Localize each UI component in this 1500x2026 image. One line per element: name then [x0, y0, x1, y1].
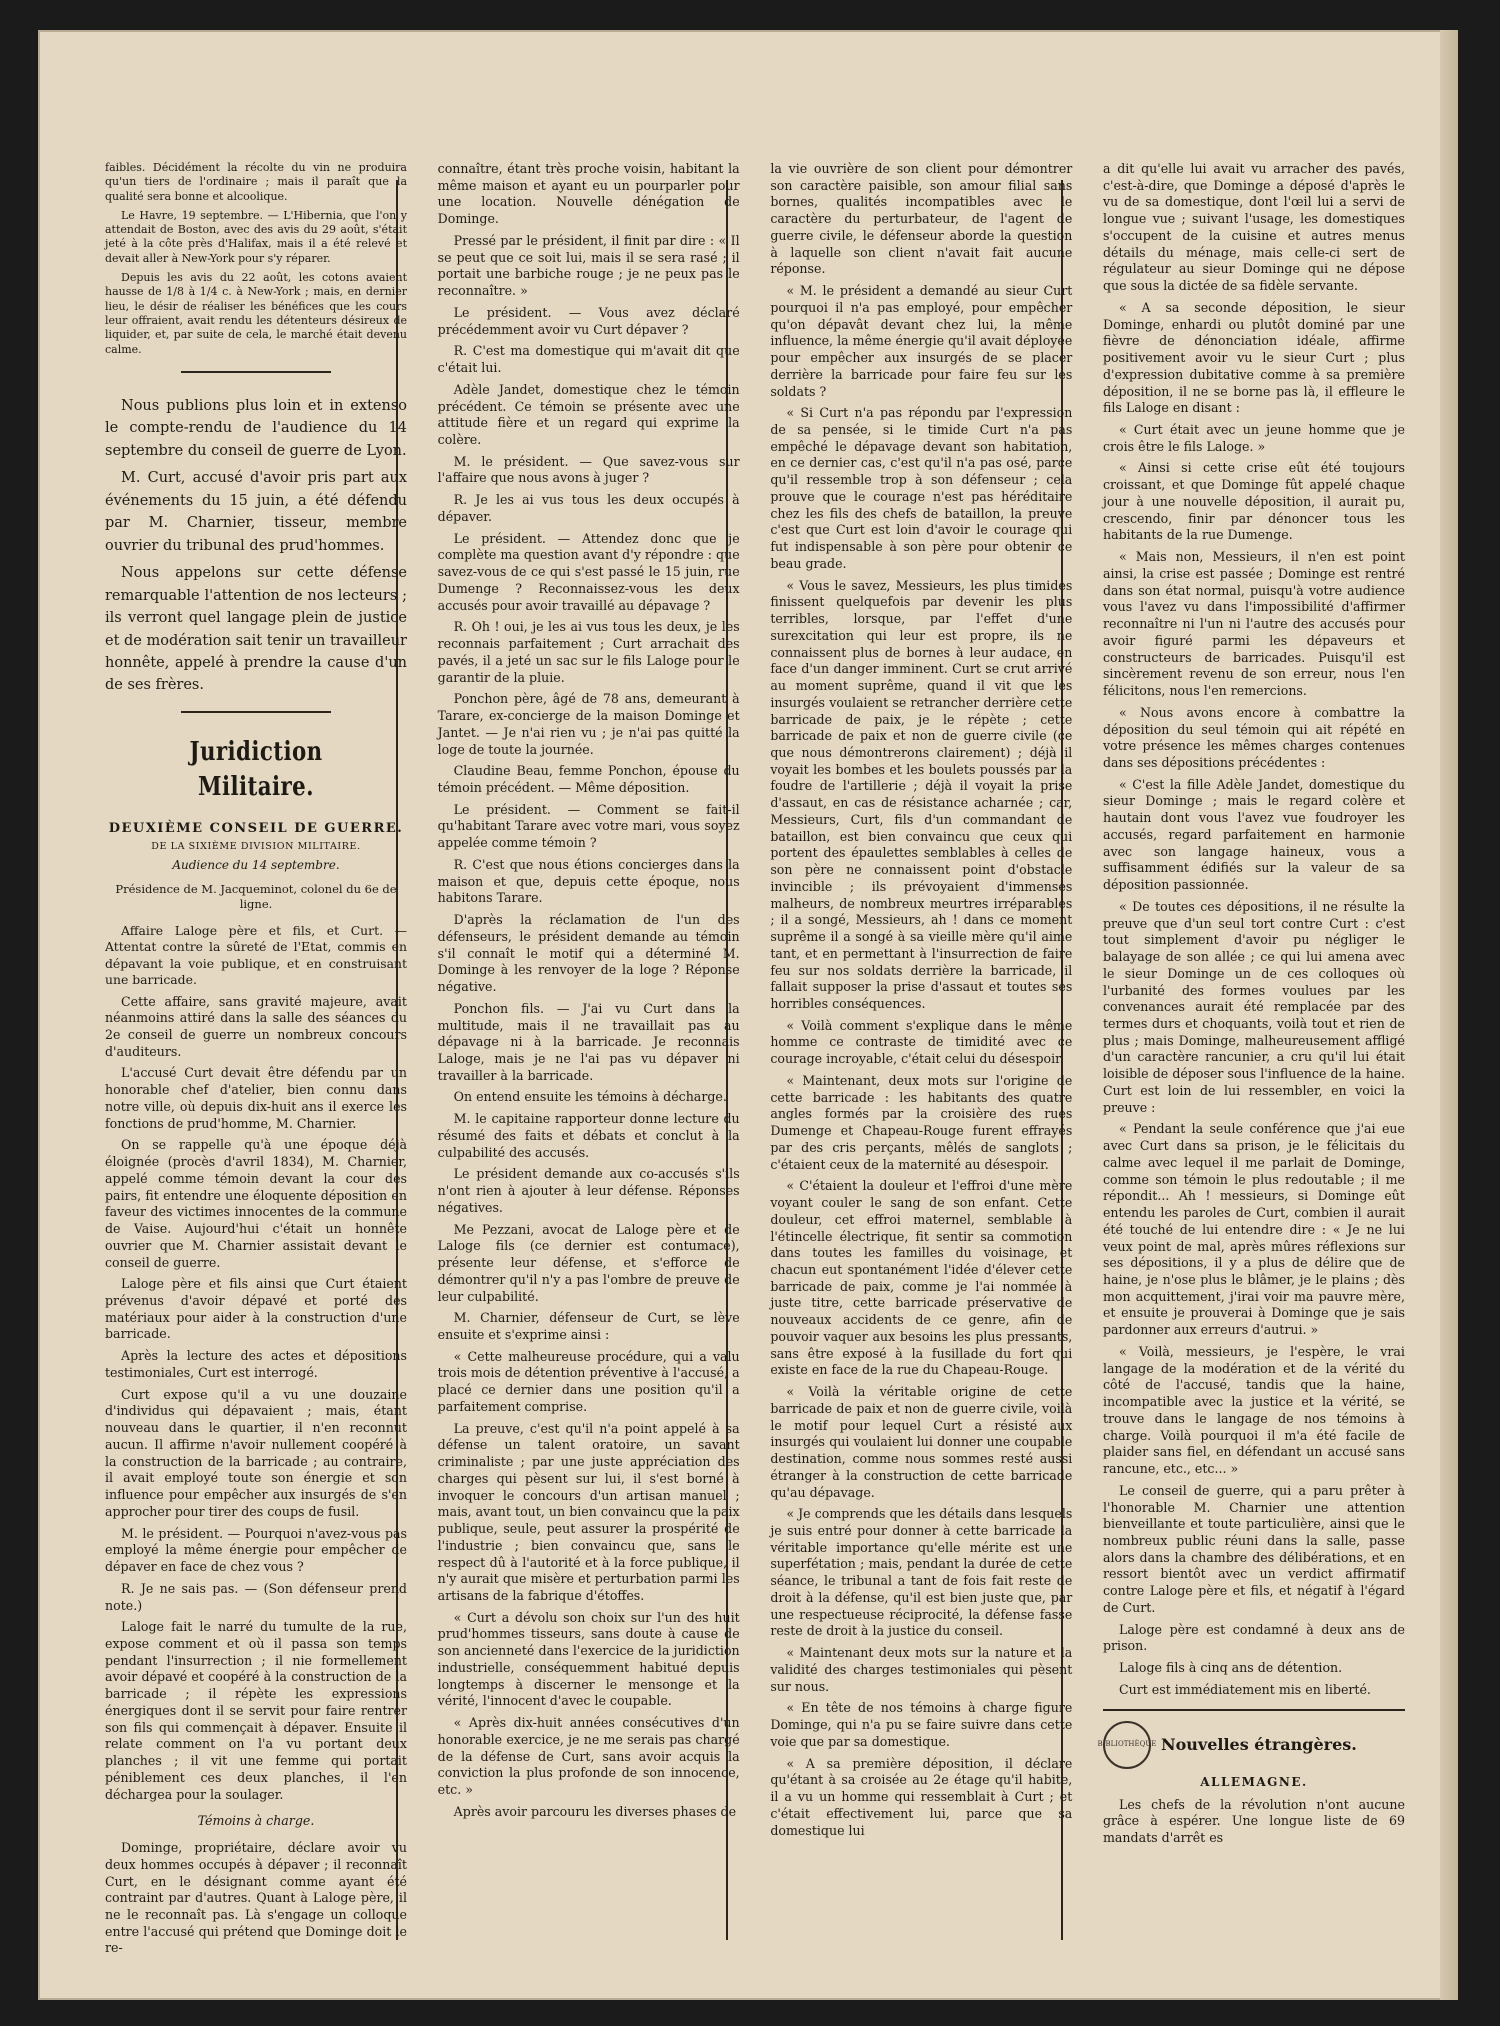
report-paragraph: Curt est immédiatement mis en liberté.: [1118, 1681, 1371, 1697]
report-paragraph: Me Pezzani, avocat de Laloge père et de Laloge fils (ce dernier est contumace), présente leur défense, et s'efforce de démontrer qu'il n'y a pas l'ombre de preuve de leur culpabilité.: [437, 1221, 740, 1304]
report-paragraph: M. Charnier, défenseur de Curt, se lève ensuite et s'exprime ainsi :: [437, 1310, 740, 1342]
market-paragraph: faibles. Décidément la récolte du vin ne produira qu'un tiers de l'ordinaire ; mais il paraît que la qualité sera bonne et alcoolique.: [105, 161, 407, 203]
column-2: [438, 161, 740, 1901]
report-paragraph: « Pendant la seule conférence que j'ai eue avec Curt dans sa prison, je le félicitais du calme avec lequel il me parlait de Dominge, comme son témoin le plus redoutable ; il me répondit... Ah ! messieurs, si Dominge eût entendu les paroles de Curt, combien il aurait été touché de lui entendre dire : « Je ne lui veux point de mal, après mûres réflexions sur ses dépositions, il y a plus de délire que de haine, je n'ose plus le blâmer, je le plains ; dès mon acquittement, j'irai voir ma pauvre mère, et ensuite je prouverai à Dominge que je sais pardonner aux erreurs d'autrui. »: [1102, 1121, 1405, 1338]
report-paragraph: « Nous avons encore à combattre la déposition du seul témoin qui ait répété en votre présence les mêmes charges contenues dans ses dépositions précédentes :: [1102, 704, 1405, 770]
report-paragraph: Le président. — Attendez donc que je complète ma question avant d'y répondre : que savez-vous de ce qui s'est passé le 15 juin, rue Dumenge ? Reconnaissez-vous les deux accusés pour avoir travaillé au dépavage ?: [437, 530, 740, 613]
witnesses-heading: Témoins à charge.: [197, 1813, 315, 1829]
report-paragraph: Pressé par le président, il finit par dire : « Il se peut que ce soit lui, mais il se sera rasé ; il portait une barbiche rouge ; je ne peux pas le reconnaître. »: [437, 232, 740, 299]
report-paragraph: « Ainsi si cette crise eût été toujours croissant, et que Dominge fût appelé chaque jour à une nouvelle déposition, il aurait pu, crescendo, finir par dénoncer tous les habitants de la rue Dumenge.: [1102, 460, 1405, 543]
report-paragraph: M. le président. — Que savez-vous sur l'affaire que nous avons à juger ?: [437, 453, 740, 486]
report-paragraph: « Après dix-huit années consécutives d'un honorable exercice, je ne me serais pas chargé de la défense de Curt, sans avoir acquis la conviction la plus profonde de son innocence, etc. »: [437, 1715, 740, 1798]
report-paragraph: R. Je les ai vus tous les deux occupés à dépaver.: [437, 492, 740, 524]
case-title: Affaire Laloge père et fils, et Curt. — Attentat contre la sûreté de l'Etat, commis en dépavant la voie publique, et en construisant une barricade.: [105, 922, 407, 988]
report-paragraph: Laloge fait le narré du tumulte de la rue, expose comment et où il passa son temps pendant l'insurrection ; il nie formellement avoir dépavé et coopéré à la construction de la barricade ; il répète les expressions énergiques dont il se servit pour faire rentrer son fils qui commençait à dépaver. Ensuite il relate comment on l'a vu portant deux planches ; il vit une femme qui portait péniblement ces deux planches, il l'en déchargea pour la soulager.: [105, 1619, 407, 1802]
intro-paragraph: Nous publions plus loin et in extenso le compte-rendu de l'audience du 14 septembre du conseil de guerre de Lyon.: [105, 397, 407, 459]
report-paragraph: R. C'est ma domestique qui m'avait dit que c'était lui.: [437, 343, 740, 376]
library-stamp-icon: BIBLIOTHÈQUE: [1103, 1721, 1151, 1769]
report-paragraph: « En tête de nos témoins à charge figure Dominge, qui n'a pu se faire suivre dans cette voie que par sa domestique.: [770, 1700, 1073, 1749]
report-paragraph: Laloge fils à cinq ans de détention.: [1118, 1660, 1343, 1676]
report-paragraph: Après avoir parcouru les diverses phases de: [453, 1803, 737, 1819]
columns: [105, 161, 1405, 1956]
report-paragraph: « Maintenant, deux mots sur l'origine de cette barricade : les habitants des quatre angles formés par la croisière des rues Dumenge et Chapeau-Rouge furent effrayés par des cris perçants, mêlés de sanglots ; c'étaient ceux de la maternité au désespoir.: [770, 1072, 1073, 1172]
report-paragraph: Laloge père est condamné à deux ans de prison.: [1102, 1621, 1405, 1654]
report-paragraph: R. Je ne sais pas. — (Son défenseur prend note.): [105, 1580, 407, 1613]
council-title: DEUXIÈME CONSEIL DE GUERRE.: [108, 821, 404, 837]
foreign-news-header: [1097, 1721, 1405, 1769]
report-paragraph: Après la lecture des actes et dépositions testimoniales, Curt est interrogé.: [105, 1348, 407, 1380]
report-paragraph: M. le capitaine rapporteur donne lecture du résumé des faits et débats et conclut à la culpabilité des accusés.: [437, 1111, 740, 1160]
market-paragraph: Le Havre, 19 septembre. — L'Hibernia, que l'on y attendait de Boston, avec des avis du 29 août, s'était jeté à la côte près d'Halifax, mais il a été relevé et devait aller à New-York pour s'y réparer.: [105, 208, 407, 265]
report-paragraph: connaître, étant très proche voisin, habitant la même maison et ayant eu un pourparler pour une location. Nouvelle dénégation de Dominge.: [437, 161, 740, 227]
report-paragraph: « Voilà, messieurs, je l'espère, le vrai langage de la modération et de la vérité du côté de l'accusé, tandis que la haine, incompatible avec la justice et la vérité, se trouve dans le langage de nos témoins à charge. Voilà pourquoi il m'a été facile de plaider sans fiel, en défendant un accusé sans rancune, etc., etc... »: [1102, 1343, 1405, 1477]
market-paragraph: Depuis les avis du 22 août, les cotons avaient hausse de 1/8 à 1/4 c. à New-York ; mais, en dernier lieu, le désir de réaliser les bénéfices que les cours leur offraient, avait rendu les détenteurs désireux de liquider, et, par suite de cela, le marché était devenu calme.: [105, 271, 407, 356]
report-paragraph: « M. le président a demandé au sieur Curt pourquoi il n'a pas employé, pour empêcher qu'on dépavât devant chez lui, la même influence, la même énergie qu'il avait déployée pour empêcher aux insurgés de se placer derrière la barricade pour faire feu sur les soldats ?: [770, 283, 1073, 399]
report-paragraph: « Maintenant deux mots sur la nature et la validité des charges testimoniales qui pèsent sur nous.: [770, 1645, 1073, 1694]
column-3: [770, 161, 1072, 1901]
report-paragraph: Le président. — Comment se fait-il qu'habitant Tarare avec votre mari, vous soyez appelée comme témoin ?: [437, 801, 740, 851]
report-paragraph: Cette affaire, sans gravité majeure, avait néanmoins attiré dans la salle des séances du 2e conseil de guerre un nombreux concours d'auditeurs.: [105, 993, 407, 1059]
report-paragraph: la vie ouvrière de son client pour démontrer son caractère paisible, son amour filial sans bornes, qualités incompatibles avec le caractère du perturbateur, de l'agent de guerre civile, le défenseur aborde la question à laquelle son client n'avait fait aucune réponse.: [770, 161, 1073, 277]
trial-report: [105, 994, 407, 1804]
report-paragraph: « Curt était avec un jeune homme que je crois être le fils Laloge. »: [1102, 422, 1405, 454]
report-paragraph: M. le président. — Pourquoi n'avez-vous pas employé la même énergie pour empêcher de dépaver en face de chez vous ?: [105, 1525, 407, 1575]
report-paragraph: Laloge père et fils ainsi que Curt étaient prévenus d'avoir dépavé et porté des matériaux pour aider à la construction d'une barricade.: [105, 1276, 407, 1342]
section-title: Juridiction Militaire.: [189, 736, 323, 802]
report-paragraph: « Je comprends que les détails dans lesquels je suis entré pour donner à cette barricade la véritable importance qu'elle mérite est une superfétation ; mais, pendant la durée de cette séance, le tribunal a tant de fois fait reste de droit à la défense, qu'il est bien juste que, par une respectueuse réciprocité, la défense fasse reste de droit à la justice du conseil.: [770, 1506, 1073, 1639]
report-paragraph: Claudine Beau, femme Ponchon, épouse du témoin précédent. — Même déposition.: [437, 763, 740, 795]
page-fold-edge: [1440, 30, 1458, 2000]
report-paragraph: Le président demande aux co-accusés s'ils n'ont rien à ajouter à leur défense. Réponses négatives.: [437, 1166, 740, 1215]
report-paragraph: « C'étaient la douleur et l'effroi d'une mère voyant couler le sang de son enfant. Cette douleur, cet effroi maternel, semblable à l'étincelle électrique, fit sentir sa commotion dans toutes les familles du voisinage, et chacun eut spontanément l'idée d'élever cette barricade de paix, comme je l'ai nommée à juste titre, cette barricade préservative de nouveaux accidents de ce genre, afin de pouvoir vaquer aux besoins les plus pressants, sans être exposé à la fusillade du fort qui existe en face de la rue du Chapeau-Rouge.: [770, 1178, 1073, 1378]
report-paragraph: « C'est la fille Adèle Jandet, domestique du sieur Dominge ; mais le regard colère et hautain dont vous l'avez vue foudroyer les accusés, regard parfaitement en harmonie avec son langage haineux, vous a suffisamment édifiés sur la valeur de sa déposition passionnée.: [1102, 776, 1405, 893]
report-paragraph: Ponchon père, âgé de 78 ans, demeurant à Tarare, ex-concierge de la maison Dominge et Jantet. — Je n'ai rien vu ; je n'ai pas quitté la loge de toute la journée.: [437, 691, 740, 757]
section-divider: [181, 711, 331, 713]
report-paragraph: On entend ensuite les témoins à décharge.: [453, 1089, 727, 1105]
report-paragraph: Dominge, propriétaire, déclare avoir vu deux hommes occupés à dépaver ; il reconnaît Curt, en le désignant comme ayant été contraint par d'autres. Quant à Laloge père, il ne le reconnaît pas. Là s'engage un colloque entre l'accusé qui prétend que Dominge doit le re-: [105, 1840, 407, 1956]
section-divider: [1103, 1709, 1405, 1711]
report-paragraph: R. C'est que nous étions concierges dans la maison et que, depuis cette époque, nous habitons Tarare.: [437, 856, 740, 906]
report-paragraph: « A sa première déposition, il déclare qu'étant à sa croisée au 2e étage qu'il habite, il a vu un homme qui ressemblait à Curt ; et c'était effectivement lui, parce que sa domestique lui: [770, 1755, 1073, 1838]
report-paragraph: « De toutes ces dépositions, il ne résulte la preuve que d'un seul tort contre Curt : c'est tout simplement d'avoir pu négliger le balayage de son allée ; ce qui lui amena avec le sieur Dominge un de ces colloques où l'urbanité des formes voulues par les convenances aurait été remplacée par des termes durs et choquants, voilà tout et rien de plus ; mais Dominge, malheureusement affligé d'un caractère rancunier, a cru qu'il lui était loisible de déposer sous l'influence de la haine. Curt est loin de lui ressembler, en voici la preuve :: [1102, 898, 1405, 1115]
editorial-intro: [105, 395, 407, 697]
report-paragraph: « Si Curt n'a pas répondu par l'expression de sa pensée, si le timide Curt n'a pas empêché le dépavage devant son habitation, en ce dernier cas, c'est qu'il n'a pas osé, parce qu'il ressemble trop à son défenseur ; cela prouve que le courage n'est pas héréditaire chez les fils des chefs de bataillon, la preuve c'est que Curt est loin d'avoir le courage qui fut indispensable à son père pour obtenir ce beau grade.: [770, 405, 1073, 571]
intro-paragraph: Nous appelons sur cette défense remarquable l'attention de nos lecteurs ; ils verront quel langage plein de justice et de modération sait tenir un travailleur honnête, appelé à prendre la cause d'un de ses frères.: [105, 565, 407, 694]
division-title: DE LA SIXIÈME DIVISION MILITAIRE.: [151, 841, 361, 853]
country-heading: ALLEMAGNE.: [1200, 1774, 1308, 1789]
report-paragraph: « Voilà la véritable origine de cette barricade de paix et non de guerre civile, voilà le motif pour lequel Curt a résisté aux insurgés qui voulaient lui donner une coupable destination, comme nous sommes resté aussi étranger à la construction de cette barricade qu'au dépavage.: [770, 1384, 1073, 1500]
presidence-line: Présidence de M. Jacqueminot, colonel du 6e de ligne.: [115, 881, 397, 912]
section-divider: [181, 371, 331, 373]
report-paragraph: Adèle Jandet, domestique chez le témoin précédent. Ce témoin se présente avec une attitude fière et un regard qui exprime la colère.: [437, 381, 740, 448]
report-paragraph: R. Oh ! oui, je les ai vus tous les deux, je les reconnais parfaitement ; Curt arrachait des pavés, il a jeté un sac sur le fils Laloge pour le garantir de la pluie.: [437, 619, 740, 685]
report-paragraph: Les chefs de la révolution n'ont aucune grâce à espérer. Une longue liste de 69 mandats d'arrêt es: [1102, 1796, 1405, 1846]
report-paragraph: On se rappelle qu'à une époque déjà éloignée (procès d'avril 1834), M. Charnier, appelé comme témoin devant la cour des pairs, fit entendre une éloquente déposition en faveur des victimes innocentes de la commune de Vaise. Aujourd'hui c'était un honnête ouvrier que M. Charnier assistait devant le conseil de guerre.: [105, 1137, 407, 1270]
report-paragraph: « A sa seconde déposition, le sieur Dominge, enhardi ou plutôt dominé par une fièvre de dénonciation idéale, affirme positivement avoir vu le sieur Curt ; plus d'expression dubitative comme à sa première déposition, il ne se borne pas là, il effleure le fils Laloge en disant :: [1102, 299, 1405, 416]
market-news: [105, 161, 407, 357]
report-paragraph: Curt expose qu'il a vu une douzaine d'individus qui dépavaient ; mais, étant nouveau dans le quartier, il n'en reconnut aucun. Il affirme n'avoir nullement coopéré à la construction de la barricade ; au contraire, il avait employé toute son énergie et son influence pour empêcher aux insurgés de s'en approcher pour tirer des coups de fusil.: [105, 1386, 407, 1519]
report-paragraph: L'accusé Curt devait être défendu par un honorable chef d'atelier, bien connu dans notre ville, où depuis dix-huit ans il exerce les fonctions de prud'homme, M. Charnier.: [105, 1065, 407, 1131]
newspaper-page: [38, 30, 1458, 2000]
foreign-news-title: Nouvelles étrangères.: [1160, 1734, 1357, 1754]
report-paragraph: Le président. — Vous avez déclaré précédemment avoir vu Curt dépaver ?: [437, 304, 740, 337]
audience-date: Audience du 14 septembre.: [172, 858, 340, 873]
report-paragraph: D'après la réclamation de l'un des défenseurs, le président demande au témoin s'il connaît le motif qui a déterminé M. Dominge à les renvoyer de la loge ? Réponse négative.: [437, 912, 740, 995]
report-paragraph: « Mais non, Messieurs, il n'en est point ainsi, la crise est passée ; Dominge est rentré dans son état normal, puisqu'à votre audience vous l'avez vu dans l'impossibilité d'affirmer reconnaître ni l'un ni l'autre des accusés pour avoir figuré parmi les dépaveurs et constructeurs de barricades. Puisqu'il est sincèrement revenu de son erreur, nous l'en félicitons, nous l'en remercions.: [1102, 549, 1405, 699]
intro-paragraph: M. Curt, accusé d'avoir pris part aux événements du 15 juin, a été défendu par M. Charnier, tisseur, membre ouvrier du tribunal des prud'hommes.: [105, 470, 407, 554]
column-1: [105, 161, 407, 1956]
report-paragraph: Le conseil de guerre, qui a paru prêter à l'honorable M. Charnier une attention bienveillante et toute particulière, ainsi que le nombreux public réuni dans la salle, passe alors dans la chambre des délibérations, et en ressort bientôt avec un verdict affirmatif contre Laloge père et fils, et négatif à l'égard de Curt.: [1102, 1482, 1405, 1615]
report-paragraph: a dit qu'elle lui avait vu arracher des pavés, c'est-à-dire, que Dominge a déposé d'après le vu de sa domestique, dont l'œil lui a servi de longue vue ; suivant l'usage, les domestiques s'occupent de la cuisine et autres menus détails du ménage, mais celle-ci sert de régulateur au sieur Dominge qui ne dépose que sous la dictée de sa fidèle servante.: [1102, 161, 1405, 294]
report-paragraph: « Voilà comment s'explique dans le même homme ce contraste de timidité avec ce courage incroyable, c'était celui du désespoir.: [770, 1017, 1073, 1067]
report-paragraph: « Vous le savez, Messieurs, les plus timides finissent quelquefois par devenir les plus terribles, lorsque, par l'effet d'une surexcitation qui leur est propre, ils ne connaissent plus de bornes à leur audace, en face d'un danger imminent. Curt se crut arrivé au moment suprême, quand il vit que les insurgés voulaient se retrancher derrière cette barricade de paix, je le répète ; cette barricade de paix et non de guerre civile (ce que nous démontrerons clairement) ; déjà il voyait les bombes et les boulets poussés par la foudre de l'artillerie ; déjà il voyait la prise d'assaut, en cas de résistance acharnée ; car, Messieurs, Curt, fils d'un commandant de bataillon, est bien convaincu que ceux qui portent des épaulettes semblables à celles de son père ne connaissent point d'obstacle invincible ; ils prévoyaient d'immenses malheurs, de nombreux meurtres irréparables ; il a songé, Messieurs, ah ! dans ce moment suprême il a songé à sa vieille mère qu'il aime tant, et en permettant à l'insurrection de faire feu sur nos soldats derrière la barricade, il fallait supposer la prise d'assaut et toutes ses horribles conséquences.: [770, 577, 1073, 1011]
report-paragraph: Ponchon fils. — J'ai vu Curt dans la multitude, mais il ne travaillait pas au dépavage ni à la barricade. Je reconnais Laloge, mais je ne l'ai pas vu dépaver ni travailler à la barricade.: [437, 1000, 740, 1083]
report-paragraph: « Curt a dévolu son choix sur l'un des huit prud'hommes tisseurs, sans doute à cause de son ancienneté dans l'exercice de la juridiction industrielle, conséquemment habitué depuis longtemps à discerner le mensonge et la vérité, l'innocent d'avec le coupable.: [437, 1609, 740, 1709]
column-4: [1097, 161, 1405, 1901]
report-paragraph: « Cette malheureuse procédure, qui a valu trois mois de détention préventive à l'accusé, a placé ce dernier dans une position qu'il a parfaitement comprise.: [437, 1348, 740, 1414]
report-paragraph: La preuve, c'est qu'il n'a point appelé à sa défense un talent oratoire, un savant criminaliste ; par une juste appréciation des charges qui pèsent sur lui, il s'est borné à invoquer le concours d'un artisan manuel ; mais, avant tout, un bien convaincu que la paix publique, seule, peut assurer la prospérité de l'industrie ; bien convaincu que, sans le respect dû à l'autorité et à la force publique, il n'y aurait que misère et perturbation parmi les artisans de la fabrique d'étoffes.: [437, 1420, 740, 1604]
